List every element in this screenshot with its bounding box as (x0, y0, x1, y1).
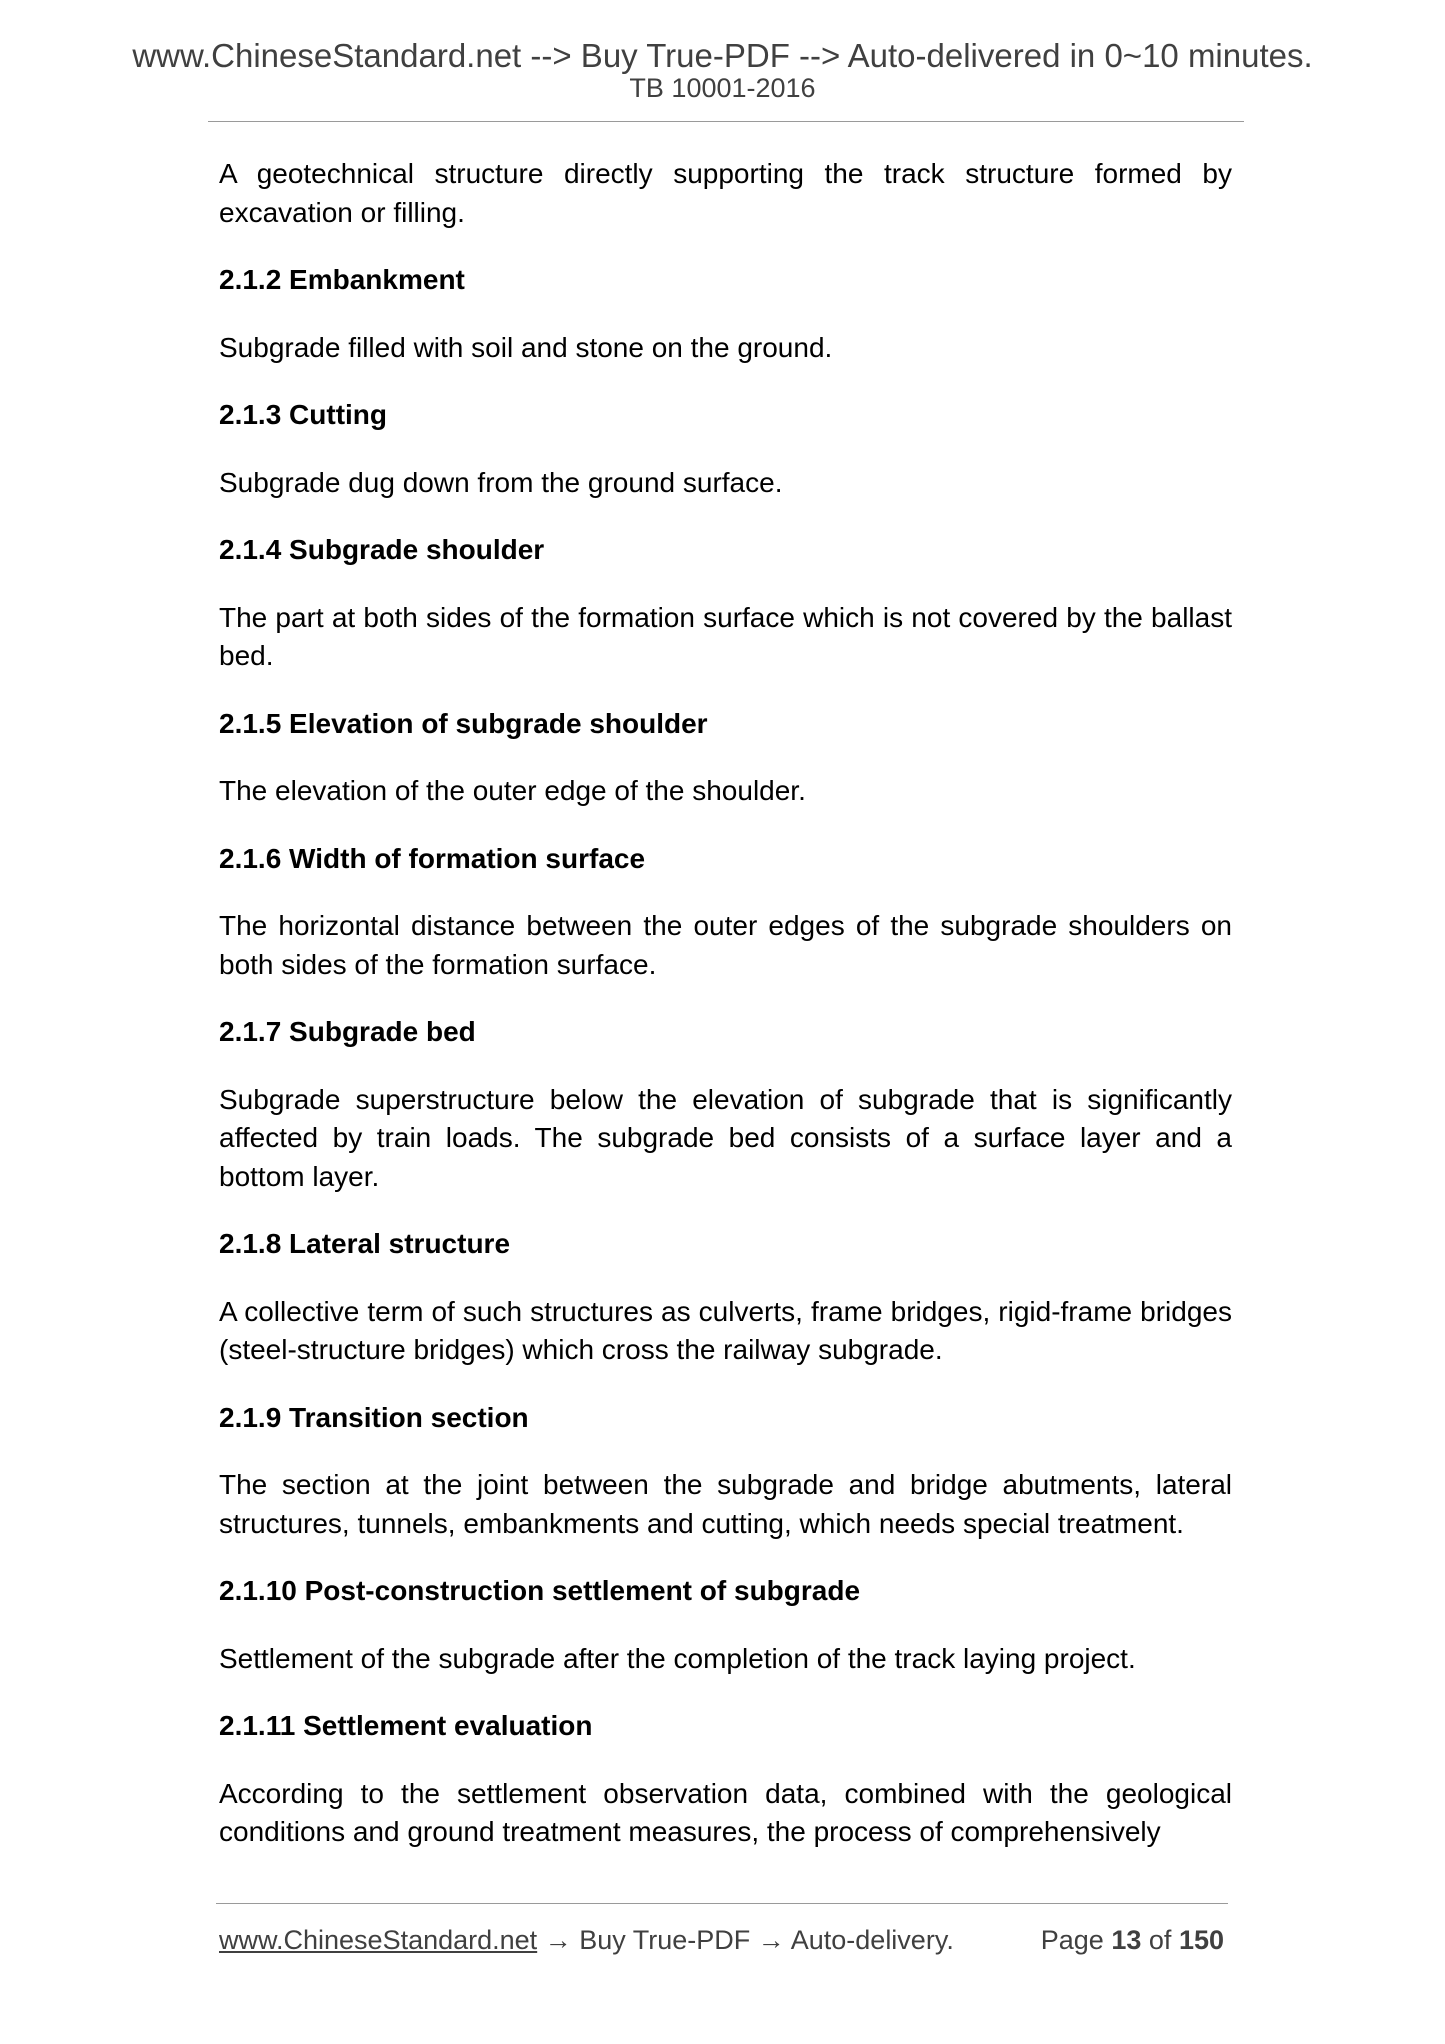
page-indicator (1041, 1922, 1224, 1958)
definition-text: The section at the joint between the subgrade and bridge abutments, lateral structures, tunnels, embankments and cutting, which needs special treatment. (219, 1469, 1232, 1539)
section-heading: 2.1.9 Transition section (219, 1401, 529, 1433)
section-heading: 2.1.10 Post-construction settlement of subgrade (219, 1575, 861, 1606)
header-divider (208, 121, 1244, 122)
definition-text: Settlement of the subgrade after the completion of the track laying project. (219, 1642, 1136, 1674)
page-total: 150 (1178, 1925, 1224, 1955)
section-heading: 2.1.2 Embankment (219, 264, 465, 295)
page-label: Page (1040, 1925, 1104, 1955)
definition-text: Subgrade filled with soil and stone on the ground. (219, 331, 833, 363)
definition-text: The horizontal distance between the outer edges of the subgrade shoulders on both sides of the formation surface. (219, 910, 1232, 980)
definition-text: According to the settlement observation data, combined with the geological conditions and ground treatment measures, the process of comprehensively (219, 1777, 1232, 1847)
section-heading: 2.1.3 Cutting (219, 399, 388, 430)
footer-promo (219, 1922, 954, 1958)
page-number: 13 (1111, 1925, 1142, 1955)
document-code: TB 10001-2016 (629, 73, 816, 103)
definition-text: Subgrade superstructure below the elevation of subgrade that is significantly affected by train loads. The subgrade bed consists of a surface layer and a bottom layer. (219, 1083, 1232, 1192)
definition-text: Subgrade dug down from the ground surface. (219, 466, 783, 498)
footer-divider (216, 1903, 1228, 1904)
page-footer (219, 1922, 1224, 1958)
definition-text: A geotechnical structure directly supporting the track structure formed by excavation or filling. (219, 158, 1232, 228)
section-heading: 2.1.7 Subgrade bed (219, 1016, 476, 1047)
section-heading: 2.1.8 Lateral structure (219, 1228, 511, 1259)
section-heading: 2.1.5 Elevation of subgrade shoulder (219, 707, 708, 739)
section-heading: 2.1.11 Settlement evaluation (219, 1710, 593, 1741)
top-banner: www.ChineseStandard.net --> Buy True-PDF --> Auto-delivered in 0~10 minutes. (132, 37, 1313, 74)
footer-site-link[interactable]: www.ChineseStandard.net (219, 1925, 538, 1955)
footer-promo-text: → Buy True-PDF → Auto-delivery. (537, 1925, 954, 1955)
definition-text: A collective term of such structures as culverts, frame bridges, rigid-frame bridges (steel-structure bridges) which cross the railway subgrade. (219, 1295, 1232, 1365)
section-heading: 2.1.6 Width of formation surface (219, 842, 646, 874)
of-label: of (1148, 1925, 1172, 1955)
page-body (219, 155, 1232, 1881)
definition-text: The elevation of the outer edge of the shoulder. (219, 775, 806, 806)
section-heading: 2.1.4 Subgrade shoulder (219, 534, 545, 565)
definition-text: The part at both sides of the formation surface which is not covered by the ballast bed. (219, 601, 1232, 671)
